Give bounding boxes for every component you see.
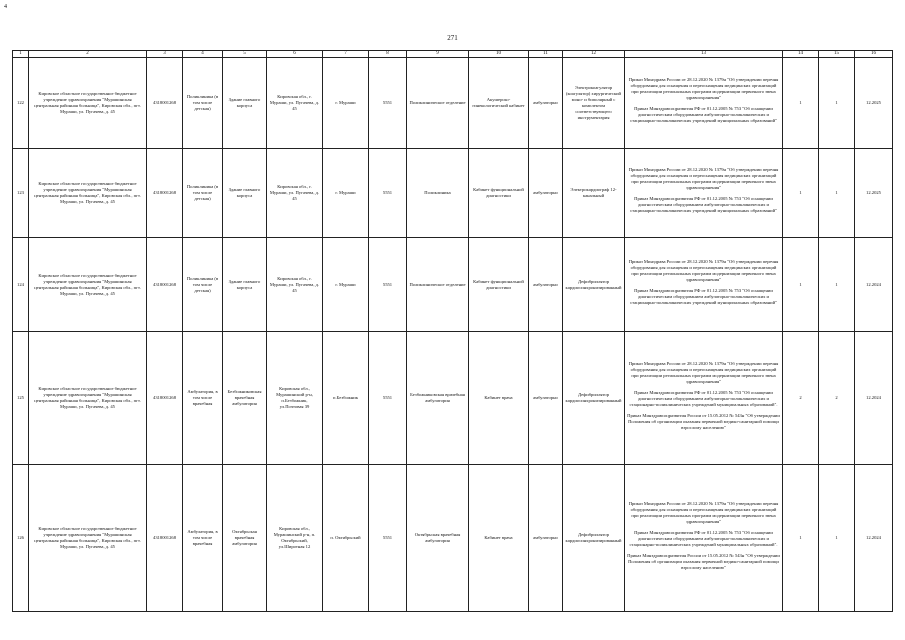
document-ref: Приказ Минздрава России от 28.12.2020 № 1379н "Об утверждении перечня оборудования для оснащения и переоснащения медицинских организаций при реализации региональных программ модернизации первичного звена здравоохранения" — [628, 167, 779, 190]
city-cell: г. Мураши — [323, 238, 369, 332]
table-row — [13, 149, 893, 238]
document-ref: Приказ Минздравсоцразвития РФ от 01.12.2005 № 753 "Об оснащении диагностическим оборудованием амбулаторно-поликлинических и стационарно-поликлинических учреждений муниципальных образований". — [629, 389, 778, 407]
code-cell: 5551 — [369, 238, 407, 332]
care-type-cell: амбулаторно — [529, 238, 563, 332]
quantity-cell: 1 — [819, 58, 855, 149]
row-number: 125 — [13, 332, 29, 465]
code-cell: 5551 — [369, 58, 407, 149]
condition-cell: Поликлиника (в том числе детская) — [183, 58, 223, 149]
page-number: 271 — [447, 34, 458, 42]
header-cell: 2 — [29, 51, 147, 58]
document-ref: Приказ Минздравсоцразвития России от 15.05.2012 № 543н "Об утверждении Положения об организации оказания первичной медико-санитарной помощи взрослому населению" — [627, 552, 780, 570]
date-cell: 12.2025 — [855, 58, 893, 149]
condition-cell: Амбулатория, в том числе врачебная — [183, 465, 223, 612]
inn-cell: 4318001268 — [147, 332, 183, 465]
inn-cell: 4318001268 — [147, 149, 183, 238]
row-number: 126 — [13, 465, 29, 612]
quantity-cell: 1 — [819, 238, 855, 332]
table-row — [13, 465, 893, 612]
header-cell: 5 — [223, 51, 267, 58]
document-ref: Приказ Минздравсоцразвития РФ от 01.12.2005 № 753 "Об оснащении диагностическим оборудованием амбулаторно-поликлинических и стационарно-поликлинических учреждений муниципальных образований". — [629, 529, 778, 547]
date-cell: 12.2024 — [855, 238, 893, 332]
building-cell: Безбожниковская врачебная амбулатория — [223, 332, 267, 465]
city-cell: г. Мураши — [323, 149, 369, 238]
date-cell: 12.2024 — [855, 465, 893, 612]
documents-cell — [625, 332, 783, 465]
cabinet-cell: Кабинет врача — [469, 465, 529, 612]
address-cell: Кировская обл., г. Мураши, ул. Пугачева, д. 45 — [267, 149, 323, 238]
equipment-cell: Электрокардиограф 12-канальный — [563, 149, 625, 238]
condition-cell: Поликлиника (в том числе детская) — [183, 149, 223, 238]
document-ref: Приказ Минздрава России от 28.12.2020 № 1379н "Об утверждении перечня оборудования для оснащения и переоснащения медицинских организаций при реализации региональных программ модернизации первичного звена здравоохранения" — [628, 500, 779, 524]
documents-cell — [625, 58, 783, 149]
document-ref: Приказ Минздравсоцразвития РФ от 01.12.2005 № 753 "Об оснащении диагностическим оборудованием амбулаторно-поликлинических и стационарно-поликлинических учреждений муниципальных образований" — [630, 287, 777, 305]
unit-cell: Поликлиническое отделение — [407, 58, 469, 149]
inn-cell: 4318001268 — [147, 465, 183, 612]
date-cell: 12.2024 — [855, 332, 893, 465]
header-cell: 10 — [469, 51, 529, 58]
document-ref: Приказ Минздравсоцразвития России от 15.05.2012 № 543н "Об утверждении Положения об организации оказания первичной медико-санитарной помощи взрослому населению" — [627, 412, 780, 430]
documents-cell — [625, 238, 783, 332]
header-cell: 1 — [13, 51, 29, 58]
inn-cell: 4318001268 — [147, 238, 183, 332]
table-row — [13, 332, 893, 465]
table-row — [13, 238, 893, 332]
equipment-table — [12, 50, 893, 612]
header-cell: 9 — [407, 51, 469, 58]
city-cell: п. Октябрьский — [323, 465, 369, 612]
address-cell: Кировская обл., г. Мураши, ул. Пугачева, д. 45 — [267, 58, 323, 149]
header-cell: 6 — [267, 51, 323, 58]
unit-cell: Поликлиническое отделение — [407, 238, 469, 332]
header-cell: 15 — [819, 51, 855, 58]
building-cell: Здание главного корпуса — [223, 58, 267, 149]
building-cell: Здание главного корпуса — [223, 238, 267, 332]
organization-cell: Кировское областное государственное бюджетное учреждение здравоохранения "Мурашинская центральная районная больница", Кировская обл., пгт. Мураши, ул. Пугачева, д. 45 — [29, 58, 147, 149]
care-type-cell: амбулаторно — [529, 332, 563, 465]
equipment-cell: Дефибриллятор кардиосинхронизированный — [563, 332, 625, 465]
row-number: 122 — [13, 58, 29, 149]
address-cell: Кировская обл., Мурашинский р-н, п. Октябрьский, ул.Широтная 12 — [267, 465, 323, 612]
city-cell: п.Безбожник — [323, 332, 369, 465]
organization-cell: Кировское областное государственное бюджетное учреждение здравоохранения "Мурашинская центральная районная больница", Кировская обл., пгт. Мураши, ул. Пугачева, д. 45 — [29, 149, 147, 238]
header-cell: 13 — [625, 51, 783, 58]
quantity-cell: 1 — [783, 465, 819, 612]
document-ref: Приказ Минздрава России от 28.12.2020 № 1379н "Об утверждении перечня оборудования для оснащения и переоснащения медицинских организаций при реализации региональных программ модернизации первичного звена здравоохранения" — [628, 77, 779, 100]
header-cell: 8 — [369, 51, 407, 58]
cabinet-cell: Кабинет функциональной диагностики — [469, 149, 529, 238]
organization-cell: Кировское областное государственное бюджетное учреждение здравоохранения "Мурашинская центральная районная больница", Кировская обл., пгт. Мураши, ул. Пугачева, д. 45 — [29, 238, 147, 332]
quantity-cell: 2 — [783, 332, 819, 465]
organization-cell: Кировское областное государственное бюджетное учреждение здравоохранения "Мурашинская центральная районная больница", Кировская обл., пгт. Мураши, ул. Пугачева, д. 45 — [29, 465, 147, 612]
cabinet-cell: Кабинет функциональной диагностики — [469, 238, 529, 332]
document-ref: Приказ Минздравсоцразвития РФ от 01.12.2005 № 753 "Об оснащении диагностическим оборудованием амбулаторно-поликлинических и стационарно-поликлинических учреждений муниципальных образований" — [630, 106, 777, 123]
document-ref: Приказ Минздравсоцразвития РФ от 01.12.2005 № 753 "Об оснащении диагностическим оборудованием амбулаторно-поликлинических и стационарно-поликлинических учреждений муниципальных образований" — [630, 196, 777, 213]
corner-mark: 4 — [4, 4, 7, 10]
organization-cell: Кировское областное государственное бюджетное учреждение здравоохранения "Мурашинская центральная районная больница", Кировская обл., пгт. Мураши, ул. Пугачева, д. 45 — [29, 332, 147, 465]
equipment-cell: Электрокоагулятор (коагулятор) хирургический моно- и биполярный с комплектом соответствующего инструментария — [563, 58, 625, 149]
care-type-cell: амбулаторно — [529, 149, 563, 238]
equipment-cell: Дефибриллятор кардиосинхронизированный — [563, 465, 625, 612]
document-ref: Приказ Минздрава России от 28.12.2020 № 1379н "Об утверждении перечня оборудования для оснащения и переоснащения медицинских организаций при реализации региональных программ модернизации первичного звена здравоохранения" — [628, 360, 779, 384]
condition-cell: Амбулатория, в том числе врачебная — [183, 332, 223, 465]
row-number: 124 — [13, 238, 29, 332]
care-type-cell: амбулаторно — [529, 58, 563, 149]
unit-cell: Поликлиника — [407, 149, 469, 238]
row-number: 123 — [13, 149, 29, 238]
address-cell: Кировская обл., г. Мураши, ул. Пугачева, д. 45 — [267, 238, 323, 332]
building-cell: Здание главного корпуса — [223, 149, 267, 238]
header-cell: 14 — [783, 51, 819, 58]
documents-cell — [625, 465, 783, 612]
header-cell: 4 — [183, 51, 223, 58]
header-cell: 3 — [147, 51, 183, 58]
quantity-cell: 2 — [819, 332, 855, 465]
cabinet-cell: Акушерско-гинекологический кабинет — [469, 58, 529, 149]
unit-cell: Безбожниковская врачебная амбулатория — [407, 332, 469, 465]
header-cell: 11 — [529, 51, 563, 58]
unit-cell: Октябрьская врачебная амбулатория — [407, 465, 469, 612]
quantity-cell: 1 — [783, 149, 819, 238]
code-cell: 5551 — [369, 332, 407, 465]
inn-cell: 4318001268 — [147, 58, 183, 149]
quantity-cell: 1 — [783, 238, 819, 332]
document-ref: Приказ Минздрава России от 28.12.2020 № 1379н "Об утверждении перечня оборудования для оснащения и переоснащения медицинских организаций при реализации региональных программ модернизации первичного звена здравоохранения" — [628, 258, 779, 282]
address-cell: Кировская обл., Мурашинский р-н, п.Безбожник, ул.Почтовая 39 — [267, 332, 323, 465]
code-cell: 5551 — [369, 465, 407, 612]
code-cell: 5551 — [369, 149, 407, 238]
care-type-cell: амбулаторно — [529, 465, 563, 612]
quantity-cell: 1 — [819, 149, 855, 238]
condition-cell: Поликлиника (в том числе детская) — [183, 238, 223, 332]
building-cell: Октябрьская врачебная амбулатория — [223, 465, 267, 612]
date-cell: 12.2025 — [855, 149, 893, 238]
quantity-cell: 1 — [819, 465, 855, 612]
header-cell: 7 — [323, 51, 369, 58]
documents-cell — [625, 149, 783, 238]
header-row — [13, 51, 893, 58]
cabinet-cell: Кабинет врача — [469, 332, 529, 465]
table-row — [13, 58, 893, 149]
header-cell: 12 — [563, 51, 625, 58]
city-cell: г. Мураши — [323, 58, 369, 149]
header-cell: 16 — [855, 51, 893, 58]
equipment-cell: Дефибриллятор кардиосинхронизированный — [563, 238, 625, 332]
quantity-cell: 1 — [783, 58, 819, 149]
